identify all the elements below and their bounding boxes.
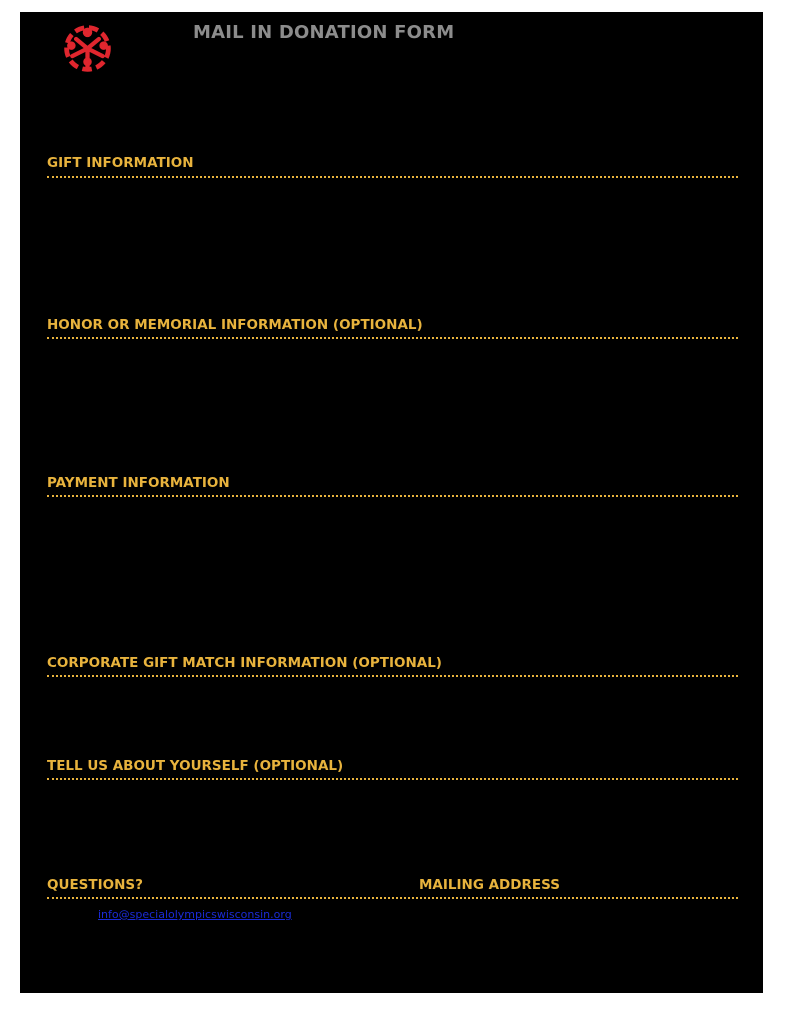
corporate-gift-match-heading: CORPORATE GIFT MATCH INFORMATION (OPTIONAL)	[47, 655, 442, 671]
section-divider	[47, 778, 738, 780]
payment-information-heading: PAYMENT INFORMATION	[47, 475, 230, 491]
form-title: MAIL IN DONATION FORM	[193, 22, 455, 43]
section-divider	[47, 176, 738, 178]
gift-information-heading: GIFT INFORMATION	[47, 155, 194, 171]
donation-form-page	[20, 12, 763, 993]
honor-memorial-heading: HONOR OR MEMORIAL INFORMATION (OPTIONAL)	[47, 317, 423, 333]
about-yourself-heading: TELL US ABOUT YOURSELF (OPTIONAL)	[47, 758, 344, 774]
contact-email-link[interactable]: info@specialolympicswisconsin.org	[98, 908, 292, 921]
section-divider	[47, 897, 738, 899]
section-divider	[47, 675, 738, 677]
special-olympics-logo-icon	[59, 20, 116, 77]
section-divider	[47, 337, 738, 339]
mailing-address-heading: MAILING ADDRESS	[419, 877, 560, 893]
section-divider	[47, 495, 738, 497]
questions-heading: QUESTIONS?	[47, 877, 143, 893]
